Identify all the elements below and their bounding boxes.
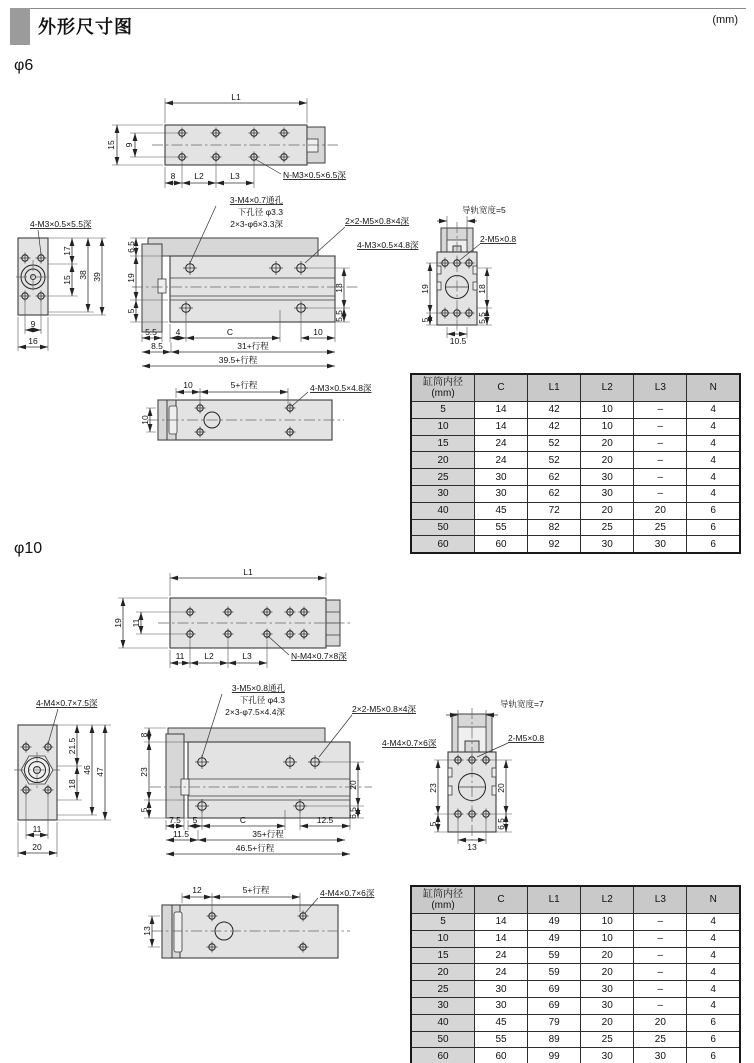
table-cell: 99 bbox=[528, 1048, 581, 1063]
dim-stroke-35: 35+行程 bbox=[252, 829, 284, 839]
phi6-section-label: φ6 bbox=[14, 57, 34, 74]
thread-note: 4-M4×0.7×7.5深 bbox=[36, 698, 98, 708]
dim-l3: L3 bbox=[230, 171, 240, 181]
table-row bbox=[411, 997, 740, 1014]
hole-note-line3: 2×3-φ6×3.3深 bbox=[230, 219, 283, 229]
dim-5b: 5 bbox=[192, 815, 198, 825]
phi6-right-end-view bbox=[420, 205, 516, 346]
thread-note: N-M4×0.7×8深 bbox=[291, 651, 347, 661]
table-cell: – bbox=[634, 930, 687, 947]
hole-note-line3: 2×3-φ7.5×4.4深 bbox=[225, 707, 285, 717]
table-cell: 15 bbox=[411, 435, 475, 452]
thread-note: 4-M4×0.7×6深 bbox=[320, 888, 375, 898]
dim-5: 5 bbox=[420, 317, 430, 323]
dim-5-5b: 5.5 bbox=[334, 310, 344, 322]
dim-12: 12 bbox=[192, 885, 202, 895]
dim-7-5: 7.5 bbox=[169, 815, 181, 825]
phi6-side-view bbox=[126, 195, 449, 366]
dim-10-5: 10.5 bbox=[449, 336, 467, 346]
dim-stroke-46-5: 46.5+行程 bbox=[235, 843, 275, 853]
dim-10: 10 bbox=[313, 327, 323, 337]
table-cell: 24 bbox=[475, 452, 528, 469]
dim-9: 9 bbox=[30, 319, 36, 329]
table-cell: 30 bbox=[581, 485, 634, 502]
dim-10: 10 bbox=[183, 380, 193, 390]
dim-6-5: 6.5 bbox=[496, 818, 506, 830]
table-cell: 52 bbox=[528, 435, 581, 452]
table-row bbox=[411, 402, 740, 419]
rail-width-note: 导轨宽度=7 bbox=[500, 699, 544, 709]
col-header-l3: L3 bbox=[634, 886, 687, 914]
table-cell: – bbox=[634, 997, 687, 1014]
table-row bbox=[411, 981, 740, 998]
dim-11-inner: 11 bbox=[131, 618, 141, 628]
table-cell: 25 bbox=[581, 519, 634, 536]
table-cell: 6 bbox=[687, 519, 740, 536]
table-cell: 4 bbox=[687, 947, 740, 964]
table-cell: 30 bbox=[475, 997, 528, 1014]
table-row bbox=[411, 418, 740, 435]
dim-c: C bbox=[239, 815, 247, 825]
dim-5-5: 5.5 bbox=[477, 312, 487, 324]
table-row bbox=[411, 1014, 740, 1031]
table-cell: 50 bbox=[411, 519, 475, 536]
dim-20: 20 bbox=[32, 842, 42, 852]
table-cell: – bbox=[634, 981, 687, 998]
table-cell: 20 bbox=[634, 502, 687, 519]
dim-15: 15 bbox=[106, 140, 116, 150]
table-cell: 30 bbox=[411, 485, 475, 502]
table-cell: 30 bbox=[581, 469, 634, 486]
phi6-left-end-view bbox=[16, 219, 106, 351]
table-cell: – bbox=[634, 469, 687, 486]
col-header-bore: 缸筒内径 (mm) bbox=[411, 886, 475, 914]
dim-18: 18 bbox=[67, 779, 77, 789]
phi10-table bbox=[410, 885, 741, 1063]
table-row bbox=[411, 502, 740, 519]
hole-note-line1: 3-M5×0.8通孔 bbox=[231, 683, 285, 693]
table-cell: 30 bbox=[581, 997, 634, 1014]
m5-note: 2-M5×0.8 bbox=[508, 733, 545, 743]
table-cell: 15 bbox=[411, 947, 475, 964]
dim-stroke: 5+行程 bbox=[242, 885, 270, 895]
table-cell: 10 bbox=[411, 930, 475, 947]
dim-stroke-39-5: 39.5+行程 bbox=[218, 355, 258, 365]
table-row bbox=[411, 469, 740, 486]
table-cell: 25 bbox=[581, 1031, 634, 1048]
table-cell: 6 bbox=[687, 502, 740, 519]
dim-17: 17 bbox=[62, 246, 72, 256]
table-row bbox=[411, 452, 740, 469]
dim-11: 11 bbox=[175, 651, 185, 661]
thread-note: 4-M3×0.5×4.8深 bbox=[310, 383, 372, 393]
table-cell: 30 bbox=[634, 536, 687, 553]
table-cell: 20 bbox=[581, 1014, 634, 1031]
dim-13-side: 13 bbox=[142, 926, 152, 936]
table-cell: 4 bbox=[687, 930, 740, 947]
phi10-top-view bbox=[113, 567, 352, 668]
dim-l1: L1 bbox=[243, 567, 253, 577]
table-cell: 14 bbox=[475, 418, 528, 435]
table-cell: 6 bbox=[687, 1031, 740, 1048]
dim-16: 16 bbox=[28, 336, 38, 346]
corner-note: 4-M3×0.5×4.8深 bbox=[357, 240, 419, 250]
phi10-right-end-view bbox=[428, 699, 544, 852]
dim-19: 19 bbox=[113, 618, 123, 628]
m5-note: 2×2-M5×0.8×4深 bbox=[352, 704, 417, 714]
dim-23: 23 bbox=[139, 767, 149, 777]
table-cell: 20 bbox=[581, 502, 634, 519]
table-cell: 60 bbox=[411, 536, 475, 553]
table-cell: – bbox=[634, 914, 687, 931]
col-header-l2: L2 bbox=[581, 374, 634, 402]
dim-l3: L3 bbox=[242, 651, 252, 661]
dim-5: 5 bbox=[139, 807, 149, 813]
hole-note-line2: 下孔径 φ3.3 bbox=[237, 207, 283, 217]
table-cell: – bbox=[634, 418, 687, 435]
table-cell: 6 bbox=[687, 536, 740, 553]
table-cell: 4 bbox=[687, 964, 740, 981]
table-row bbox=[411, 519, 740, 536]
phi10-side-body bbox=[188, 742, 350, 818]
dim-5-5: 5.5 bbox=[145, 327, 157, 337]
col-header-l2: L2 bbox=[581, 886, 634, 914]
table-cell: 6 bbox=[687, 1014, 740, 1031]
dim-15: 15 bbox=[62, 275, 72, 285]
table-cell: 20 bbox=[581, 947, 634, 964]
table-cell: 30 bbox=[411, 997, 475, 1014]
table-row bbox=[411, 964, 740, 981]
dim-8: 8 bbox=[139, 732, 149, 738]
table-row bbox=[411, 1031, 740, 1048]
table-cell: 72 bbox=[528, 502, 581, 519]
table-cell: 25 bbox=[634, 1031, 687, 1048]
m5-note: 2-M5×0.8 bbox=[480, 234, 517, 244]
table-cell: 10 bbox=[581, 914, 634, 931]
dim-18: 18 bbox=[477, 284, 487, 294]
table-cell: 4 bbox=[687, 914, 740, 931]
dim-23: 23 bbox=[428, 783, 438, 793]
col-header-n: N bbox=[687, 886, 740, 914]
table-row bbox=[411, 1048, 740, 1063]
dim-13: 13 bbox=[467, 842, 477, 852]
table-cell: 60 bbox=[411, 1048, 475, 1063]
dim-9: 9 bbox=[124, 142, 134, 148]
table-cell: 30 bbox=[581, 536, 634, 553]
page-title: 外形尺寸图 bbox=[38, 17, 133, 37]
dim-4: 4 bbox=[175, 327, 181, 337]
corner-note: 4-M4×0.7×6深 bbox=[382, 738, 437, 748]
phi10-bottom-body bbox=[162, 905, 338, 958]
table-cell: 42 bbox=[528, 418, 581, 435]
rail-width-note: 导轨宽度=5 bbox=[462, 205, 506, 215]
col-header-l1: L1 bbox=[528, 886, 581, 914]
table-cell: 14 bbox=[475, 930, 528, 947]
table-cell: 59 bbox=[528, 964, 581, 981]
table-cell: 42 bbox=[528, 402, 581, 419]
dim-stroke: 5+行程 bbox=[230, 380, 258, 390]
dim-20: 20 bbox=[348, 780, 358, 790]
table-cell: 4 bbox=[687, 435, 740, 452]
table-cell: 89 bbox=[528, 1031, 581, 1048]
table-cell: 24 bbox=[475, 964, 528, 981]
table-cell: 4 bbox=[687, 402, 740, 419]
dim-21-5: 21.5 bbox=[67, 737, 77, 755]
dim-11: 11 bbox=[32, 824, 42, 834]
dim-20: 20 bbox=[496, 783, 506, 793]
table-cell: 60 bbox=[475, 536, 528, 553]
table-cell: 45 bbox=[475, 502, 528, 519]
dim-38: 38 bbox=[78, 270, 88, 280]
dim-47: 47 bbox=[95, 767, 105, 777]
dim-l2: L2 bbox=[194, 171, 204, 181]
table-cell: 62 bbox=[528, 485, 581, 502]
col-header-c: C bbox=[475, 374, 528, 402]
table-cell: 69 bbox=[528, 981, 581, 998]
table-cell: 20 bbox=[581, 452, 634, 469]
table-cell: 24 bbox=[475, 947, 528, 964]
dim-8: 8 bbox=[170, 171, 176, 181]
dim-8-5: 8.5 bbox=[151, 341, 163, 351]
dim-l2: L2 bbox=[204, 651, 214, 661]
table-cell: 20 bbox=[411, 964, 475, 981]
dim-5: 5 bbox=[428, 821, 438, 827]
table-cell: 55 bbox=[475, 1031, 528, 1048]
col-header-n: N bbox=[687, 374, 740, 402]
table-cell: 59 bbox=[528, 947, 581, 964]
phi10-bottom-view bbox=[142, 885, 375, 958]
table-cell: 4 bbox=[687, 981, 740, 998]
section-marker bbox=[10, 8, 30, 45]
dim-12-5: 12.5 bbox=[316, 815, 334, 825]
table-cell: 5 bbox=[411, 402, 475, 419]
table-cell: 25 bbox=[411, 981, 475, 998]
m5-note: 2×2-M5×0.8×4深 bbox=[345, 216, 410, 226]
table-cell: 79 bbox=[528, 1014, 581, 1031]
dim-19: 19 bbox=[126, 273, 136, 283]
table-cell: 10 bbox=[581, 418, 634, 435]
table-row bbox=[411, 930, 740, 947]
col-header-bore: 缸筒内径 (mm) bbox=[411, 374, 475, 402]
table-cell: 30 bbox=[634, 1048, 687, 1063]
table-cell: 14 bbox=[475, 914, 528, 931]
table-row bbox=[411, 947, 740, 964]
header-rule bbox=[10, 8, 746, 9]
dim-5: 5 bbox=[126, 308, 136, 314]
table-cell: 30 bbox=[475, 981, 528, 998]
table-cell: 55 bbox=[475, 519, 528, 536]
table-cell: 25 bbox=[634, 519, 687, 536]
table-cell: 10 bbox=[581, 402, 634, 419]
table-cell: 10 bbox=[581, 930, 634, 947]
dim-39: 39 bbox=[92, 272, 102, 282]
phi10-left-end-view bbox=[14, 698, 111, 857]
thread-note: N-M3×0.5×6.5深 bbox=[283, 170, 346, 180]
table-cell: 10 bbox=[411, 418, 475, 435]
phi10-side-view bbox=[139, 683, 457, 854]
table-cell: – bbox=[634, 435, 687, 452]
phi6-bottom-view bbox=[140, 380, 372, 440]
table-cell: – bbox=[634, 452, 687, 469]
table-cell: 4 bbox=[687, 418, 740, 435]
table-cell: – bbox=[634, 964, 687, 981]
col-header-l1: L1 bbox=[528, 374, 581, 402]
unit-label: (mm) bbox=[712, 14, 738, 26]
table-row bbox=[411, 914, 740, 931]
table-cell: 24 bbox=[475, 435, 528, 452]
dim-46: 46 bbox=[82, 765, 92, 775]
table-cell: 52 bbox=[528, 452, 581, 469]
phi6-table bbox=[410, 373, 741, 554]
table-cell: 60 bbox=[475, 1048, 528, 1063]
table-cell: 4 bbox=[687, 485, 740, 502]
table-cell: 40 bbox=[411, 502, 475, 519]
table-cell: 30 bbox=[475, 469, 528, 486]
table-cell: – bbox=[634, 485, 687, 502]
table-cell: 30 bbox=[475, 485, 528, 502]
table-cell: 49 bbox=[528, 914, 581, 931]
thread-note: 4-M3×0.5×5.5深 bbox=[30, 219, 92, 229]
table-cell: 14 bbox=[475, 402, 528, 419]
table-cell: 4 bbox=[687, 469, 740, 486]
dim-6-5: 6.5 bbox=[348, 807, 358, 819]
hole-note-line2: 下孔径 φ4.3 bbox=[239, 695, 285, 705]
table-cell: 40 bbox=[411, 1014, 475, 1031]
table-cell: 62 bbox=[528, 469, 581, 486]
dim-l1: L1 bbox=[231, 92, 241, 102]
table-cell: 20 bbox=[411, 452, 475, 469]
table-cell: 6 bbox=[687, 1048, 740, 1063]
dim-c: C bbox=[226, 327, 234, 337]
table-cell: – bbox=[634, 947, 687, 964]
table-cell: 20 bbox=[581, 964, 634, 981]
table-cell: 30 bbox=[581, 981, 634, 998]
table-cell: – bbox=[634, 402, 687, 419]
table-cell: 4 bbox=[687, 452, 740, 469]
table-cell: 50 bbox=[411, 1031, 475, 1048]
table-cell: 82 bbox=[528, 519, 581, 536]
dim-stroke-31: 31+行程 bbox=[237, 341, 269, 351]
table-cell: 49 bbox=[528, 930, 581, 947]
table-cell: 5 bbox=[411, 914, 475, 931]
table-cell: 69 bbox=[528, 997, 581, 1014]
phi6-side-body bbox=[170, 256, 335, 322]
table-cell: 4 bbox=[687, 997, 740, 1014]
table-cell: 25 bbox=[411, 469, 475, 486]
table-cell: 20 bbox=[634, 1014, 687, 1031]
hole-note-line1: 3-M4×0.7通孔 bbox=[229, 195, 283, 205]
dim-10-side: 10 bbox=[140, 415, 150, 425]
table-row bbox=[411, 485, 740, 502]
table-cell: 20 bbox=[581, 435, 634, 452]
dim-11-5: 11.5 bbox=[173, 829, 189, 839]
col-header-l3: L3 bbox=[634, 374, 687, 402]
dim-19: 19 bbox=[420, 284, 430, 294]
dim-18: 18 bbox=[334, 283, 344, 293]
table-row bbox=[411, 435, 740, 452]
phi10-section-label: φ10 bbox=[14, 540, 43, 557]
dim-6-5: 6.5 bbox=[126, 241, 136, 253]
table-cell: 30 bbox=[581, 1048, 634, 1063]
col-header-c: C bbox=[475, 886, 528, 914]
table-cell: 45 bbox=[475, 1014, 528, 1031]
phi6-top-view bbox=[106, 92, 346, 188]
table-cell: 92 bbox=[528, 536, 581, 553]
